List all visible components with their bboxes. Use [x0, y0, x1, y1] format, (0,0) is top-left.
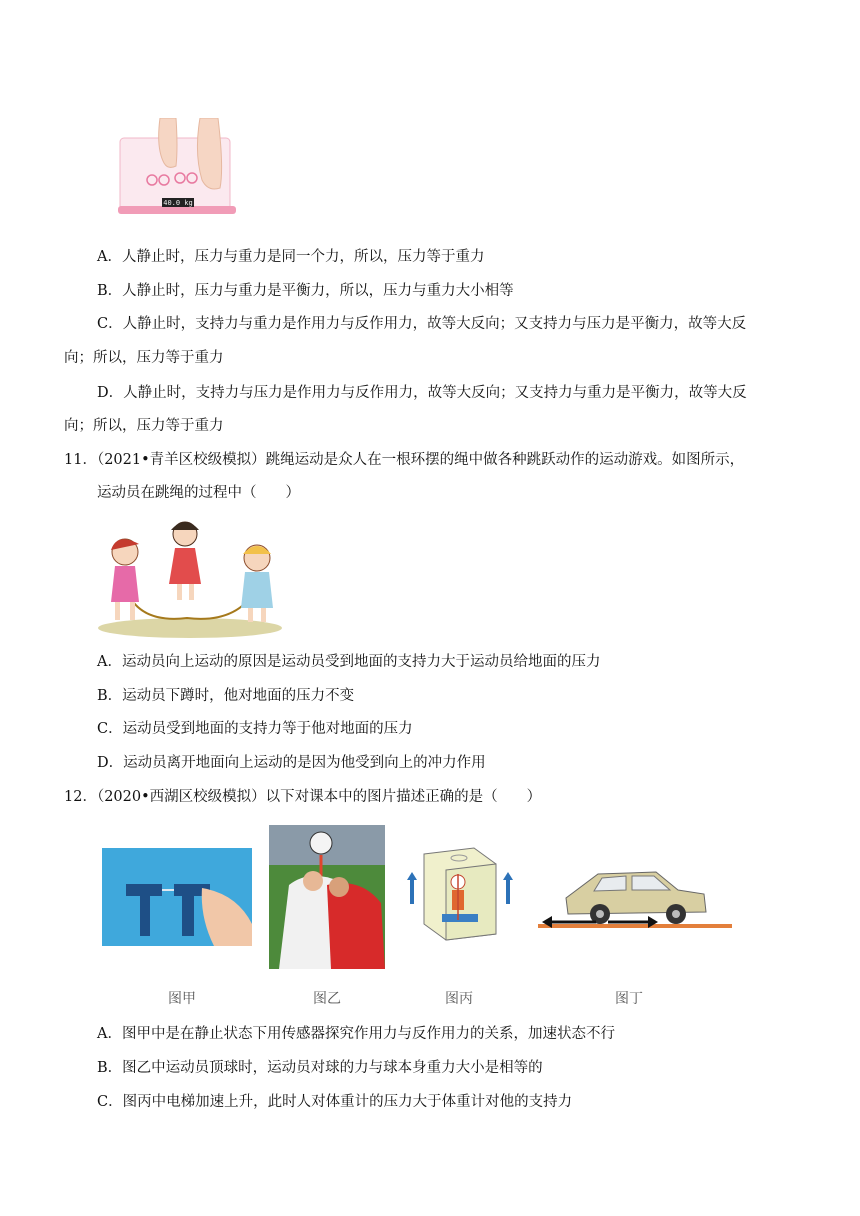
q11-option-c: C．运动员受到地面的支持力等于他对地面的压力 [97, 721, 413, 737]
caption-ding: 图丁 [615, 991, 643, 1007]
q11-stem-line1: 11．（2021•青羊区校级模拟）跳绳运动是众人在一根环摆的绳中做各种跳跃动作的运动游戏。如图所示， [64, 452, 745, 468]
scale-display: 40.0 kg [163, 199, 193, 207]
q10-option-c-line1: C．人静止时，支持力与重力是作用力与反作用力，故等大反向；又支持力与压力是平衡力，故等大反 [97, 316, 747, 332]
caption-bing: 图丙 [445, 991, 473, 1007]
girl-left [111, 539, 139, 620]
girl-right [241, 545, 273, 622]
q10-option-d-line1: D．人静止时，支持力与压力是作用力与反作用力，故等大反向；又支持力与重力是平衡力，故等大反 [97, 385, 747, 401]
caption-yi: 图乙 [313, 991, 341, 1007]
girl-middle [169, 522, 201, 600]
q10-option-b: B．人静止时，压力与重力是平衡力，所以，压力与重力大小相等 [97, 283, 514, 299]
q11-option-b: B．运动员下蹲时，他对地面的压力不变 [97, 688, 355, 704]
figure-bing-elevator [404, 844, 516, 942]
q10-option-c-line2: 向；所以，压力等于重力 [64, 350, 224, 366]
q11-option-d: D．运动员离开地面向上运动的是因为他受到向上的冲力作用 [97, 755, 486, 771]
q12-option-b: B．图乙中运动员顶球时，运动员对球的力与球本身重力大小是相等的 [97, 1060, 543, 1076]
q12-option-a: A．图甲中是在静止状态下用传感器探究作用力与反作用力的关系，加速状态不行 [97, 1026, 615, 1042]
q11-option-a: A．运动员向上运动的原因是运动员受到地面的支持力大于运动员给地面的压力 [97, 654, 601, 670]
figure-yi-heading-ball [269, 825, 385, 969]
q10-option-d-line2: 向；所以，压力等于重力 [64, 418, 224, 434]
q12-stem: 12．（2020•西湖区校级模拟）以下对课本中的图片描述正确的是（ ） [64, 789, 542, 805]
q10-option-a: A．人静止时，压力与重力是同一个力，所以，压力等于重力 [97, 249, 485, 265]
jump-rope-figure [97, 514, 283, 638]
figure-ding-car [538, 858, 732, 938]
figure-jia-force-sensors [102, 848, 252, 946]
caption-jia: 图甲 [168, 991, 196, 1007]
q11-stem-line2: 运动员在跳绳的过程中（ ） [97, 485, 300, 501]
q12-option-c: C．图丙中电梯加速上升，此时人对体重计的压力大于体重计对他的支持力 [97, 1094, 573, 1110]
bathroom-scale-figure [112, 118, 242, 218]
